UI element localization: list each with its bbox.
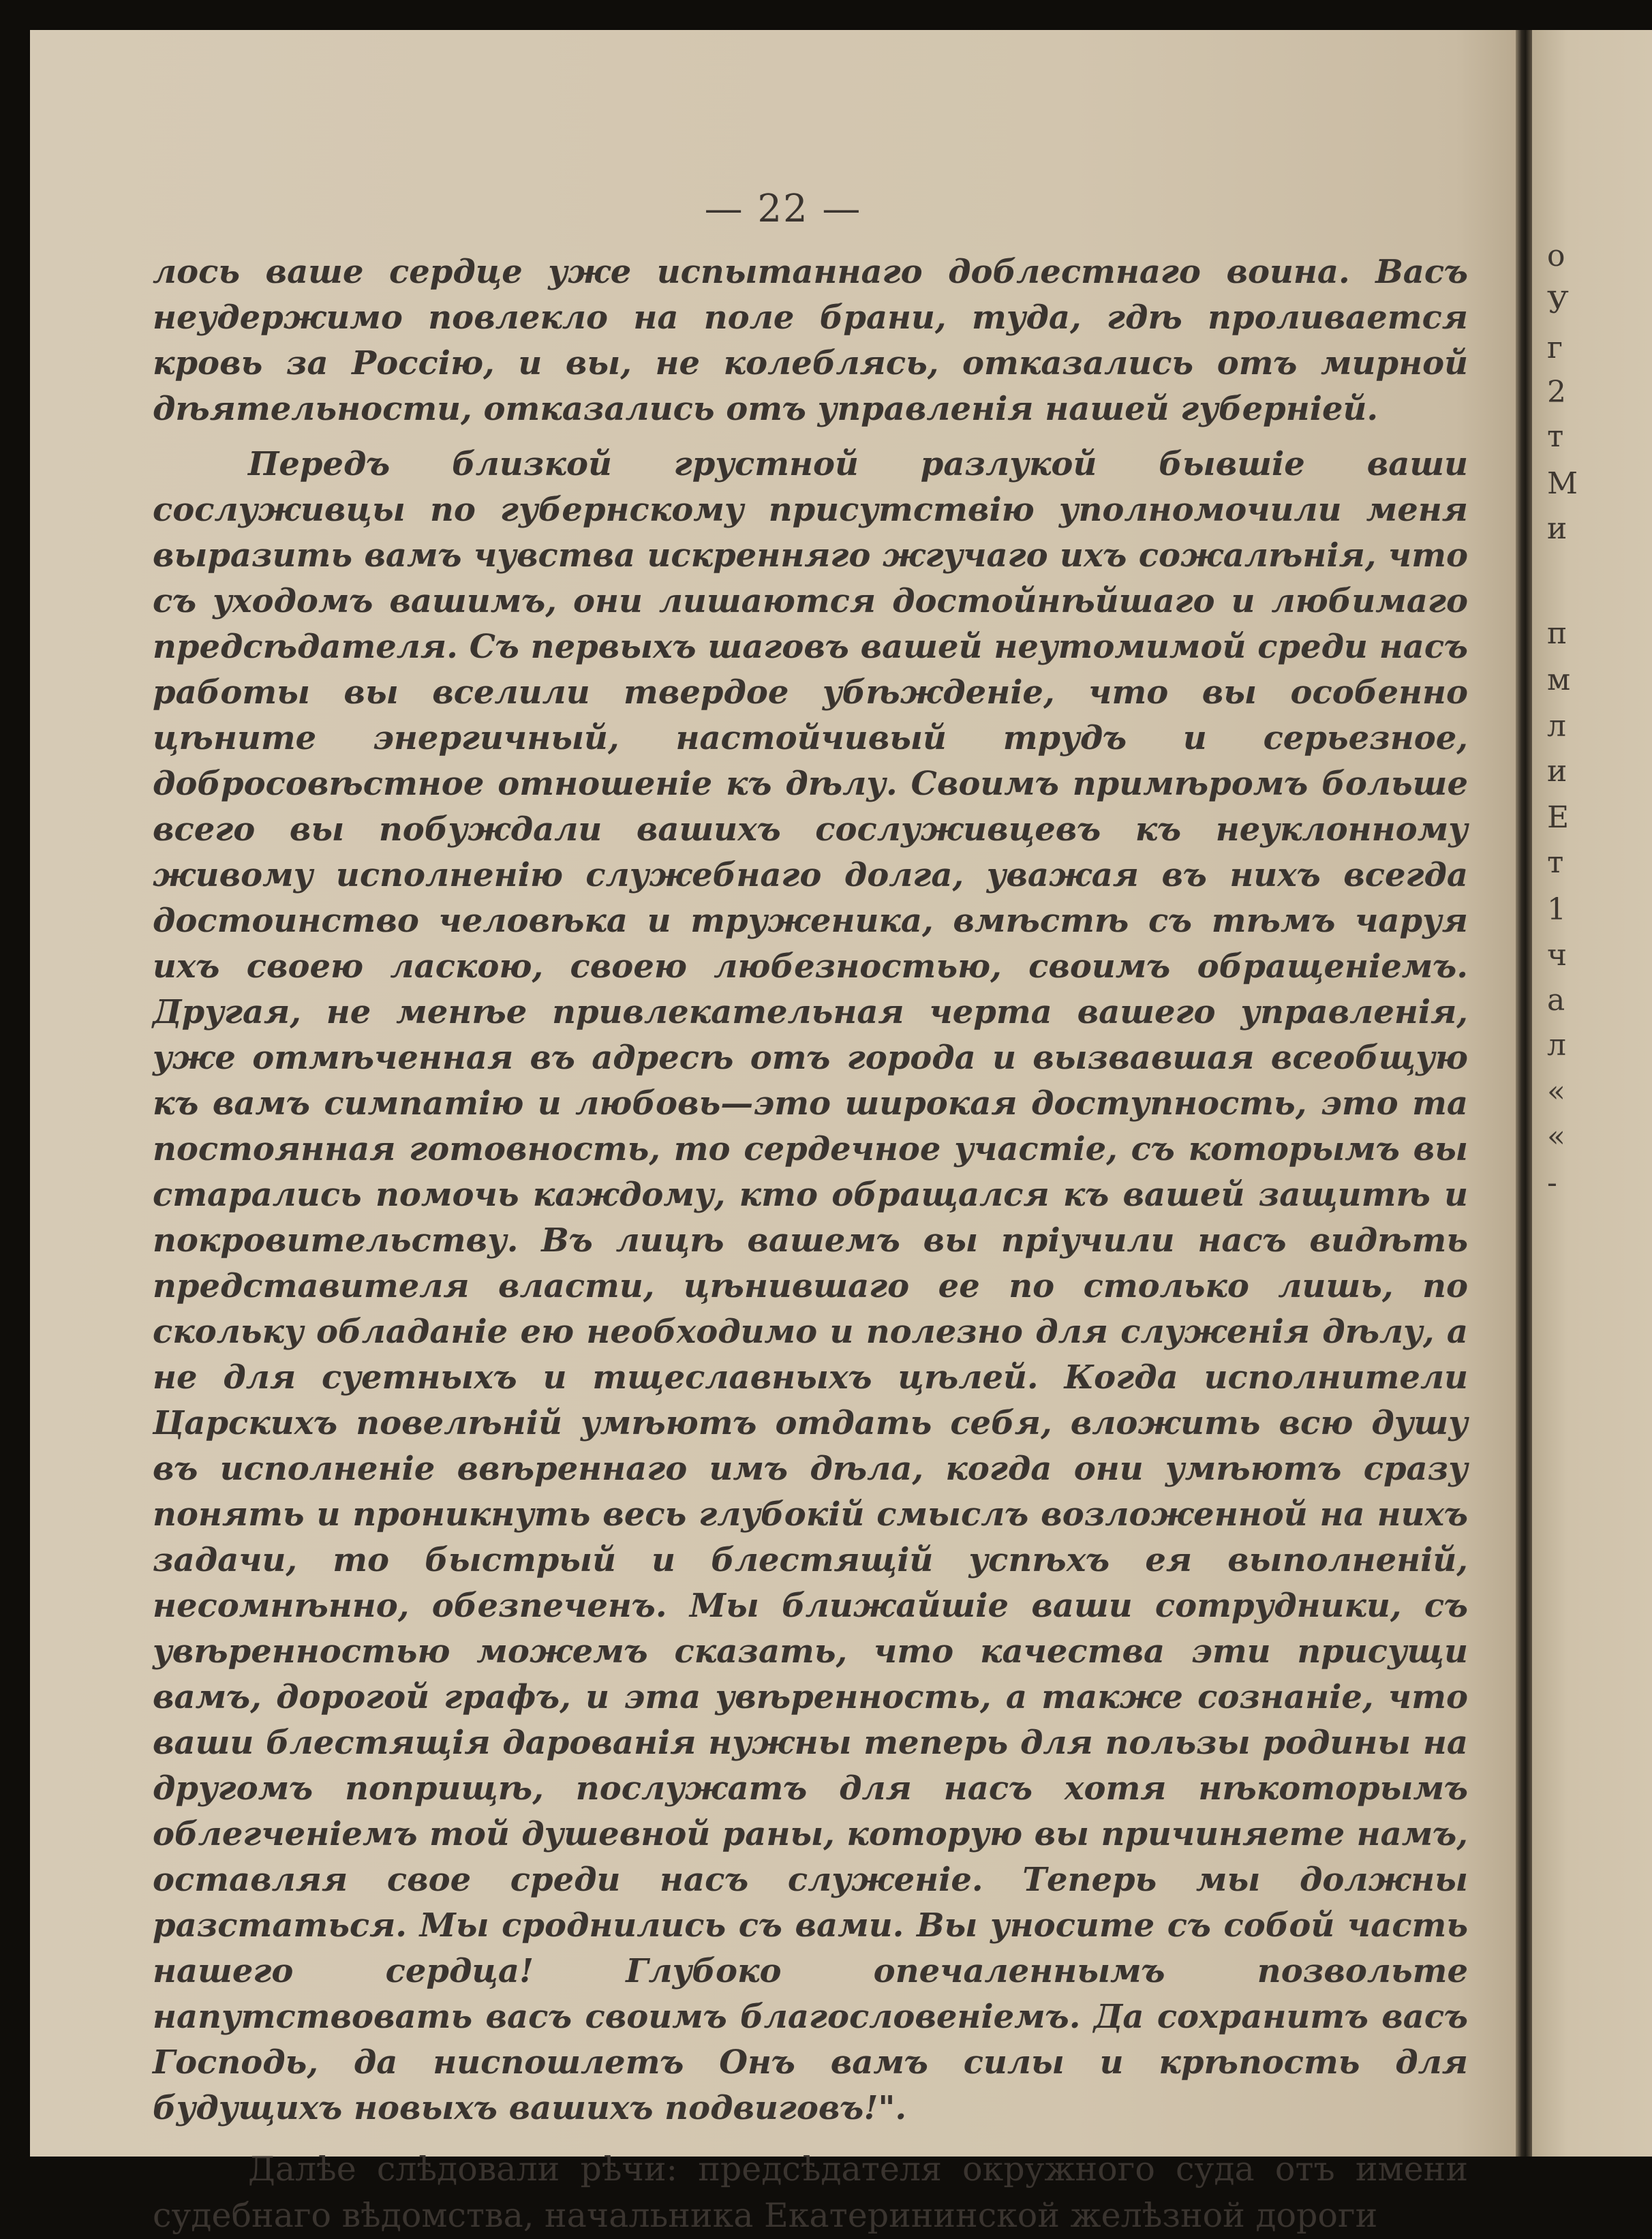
edge-letter: ч bbox=[1547, 938, 1567, 973]
paragraph-narration: Далѣе слѣдовали рѣчи: предсѣдателя окружного суда отъ имени судебнаго вѣдомства, начальника Екатерининской желѣзной дороги bbox=[153, 2150, 1468, 2235]
edge-letter: л bbox=[1547, 1028, 1566, 1063]
edge-letter: Е bbox=[1547, 800, 1570, 835]
edge-letter: о bbox=[1547, 239, 1565, 273]
edge-letter: М bbox=[1547, 466, 1578, 501]
page-body-text bbox=[153, 249, 1468, 2239]
edge-letter: т bbox=[1547, 845, 1564, 880]
edge-letter: т bbox=[1547, 419, 1564, 454]
edge-letter: « bbox=[1547, 1074, 1565, 1109]
edge-letter: « bbox=[1547, 1119, 1565, 1154]
edge-letter: п bbox=[1547, 616, 1567, 651]
edge-letter: и bbox=[1547, 511, 1567, 546]
edge-letter: г bbox=[1547, 331, 1563, 365]
edge-letter: л bbox=[1547, 709, 1566, 744]
paragraph-speech: Передъ близкой грустной разлукой бывшіе ваши сослуживцы по губернскому присутствію уполномочили меня выразить вамъ чувства искренняго жгучаго ихъ сожалѣнія, что съ уходомъ вашимъ, они лишаются достойнѣйшаго и любимаго предсѣдателя. Съ первыхъ шаговъ вашей неутомимой среди насъ работы вы вселили твердое убѣжденіе, что вы особенно цѣните энергичный, настойчивый трудъ и серьезное, добросовѣстное отношеніе къ дѣлу. Своимъ примѣромъ больше всего вы побуждали вашихъ сослуживцевъ къ неуклонному живому исполненію служебнаго долга, уважая въ нихъ всегда достоинство человѣка и труженика, вмѣстѣ съ тѣмъ чаруя ихъ своею ласкою, своею любезностью, своимъ обращеніемъ. Другая, не менѣе привлекательная черта вашего управленія, уже отмѣченная въ адресѣ отъ города и вызвавшая всеобщую къ вамъ симпатію и любовь—это широкая доступность, это та постоянная готовность, то сердечное участіе, съ которымъ вы старались помочь каждому, кто обращался къ вашей защитѣ и покровительству. Въ лицѣ вашемъ вы пріучили насъ видѣть представителя власти, цѣнившаго ее по столько лишь, по скольку обладаніе ею необходимо и полезно для служенія дѣлу, а не для суетныхъ и тщеславныхъ цѣлей. Когда исполнители Царскихъ повелѣній умѣютъ отдать себя, вложить всю душу въ исполненіе ввѣреннаго имъ дѣла, когда они умѣютъ сразу понять и проникнуть весь глубокій смыслъ возложенной на нихъ задачи, то быстрый и блестящій успѣхъ ея выполненій, несомнѣнно, обезпеченъ. Мы ближайшіе ваши сотрудники, съ увѣренностью можемъ сказать, что качества эти присущи вамъ, дорогой графъ, и эта увѣренность, а также сознаніе, что ваши блестящія дарованія нужны теперь для пользы родины на другомъ поприщѣ, послужатъ для насъ хотя нѣкоторымъ облегченіемъ той душевной раны, которую вы причиняете намъ, оставляя свое среди насъ служеніе. Теперь мы должны разстаться. Мы сроднились съ вами. Вы уносите съ собой часть нашего сердца! Глубоко опечаленнымъ позвольте напутствовать васъ своимъ благословеніемъ. Да сохранитъ васъ Господь, да ниспошлетъ Онъ вамъ силы и крѣпость для будущихъ новыхъ вашихъ подвиговъ!". bbox=[153, 445, 1468, 2127]
edge-letter: У bbox=[1547, 286, 1569, 320]
edge-letter: и bbox=[1547, 754, 1567, 789]
edge-letter: 1 bbox=[1547, 892, 1566, 927]
book-page-left bbox=[30, 30, 1516, 2235]
edge-letter: а bbox=[1547, 983, 1565, 1018]
edge-letter: 2 bbox=[1547, 375, 1566, 410]
edge-letter: м bbox=[1547, 662, 1571, 697]
edge-letter: - bbox=[1547, 1166, 1557, 1200]
page-number: — 22 — bbox=[704, 187, 862, 231]
paragraph-continuation: лось ваше сердце уже испытаннаго доблестнаго воина. Васъ неудержимо повлекло на поле брани, туда, гдѣ проливается кровь за Россію, и вы, не колеблясь, отказались отъ мирной дѣятельности, отказались отъ управленія нашей губерніей. bbox=[153, 253, 1468, 428]
facing-page-edge-letters bbox=[1547, 30, 1588, 2157]
scanned-book-spread bbox=[30, 30, 1652, 2235]
book-gutter bbox=[1516, 30, 1532, 2157]
